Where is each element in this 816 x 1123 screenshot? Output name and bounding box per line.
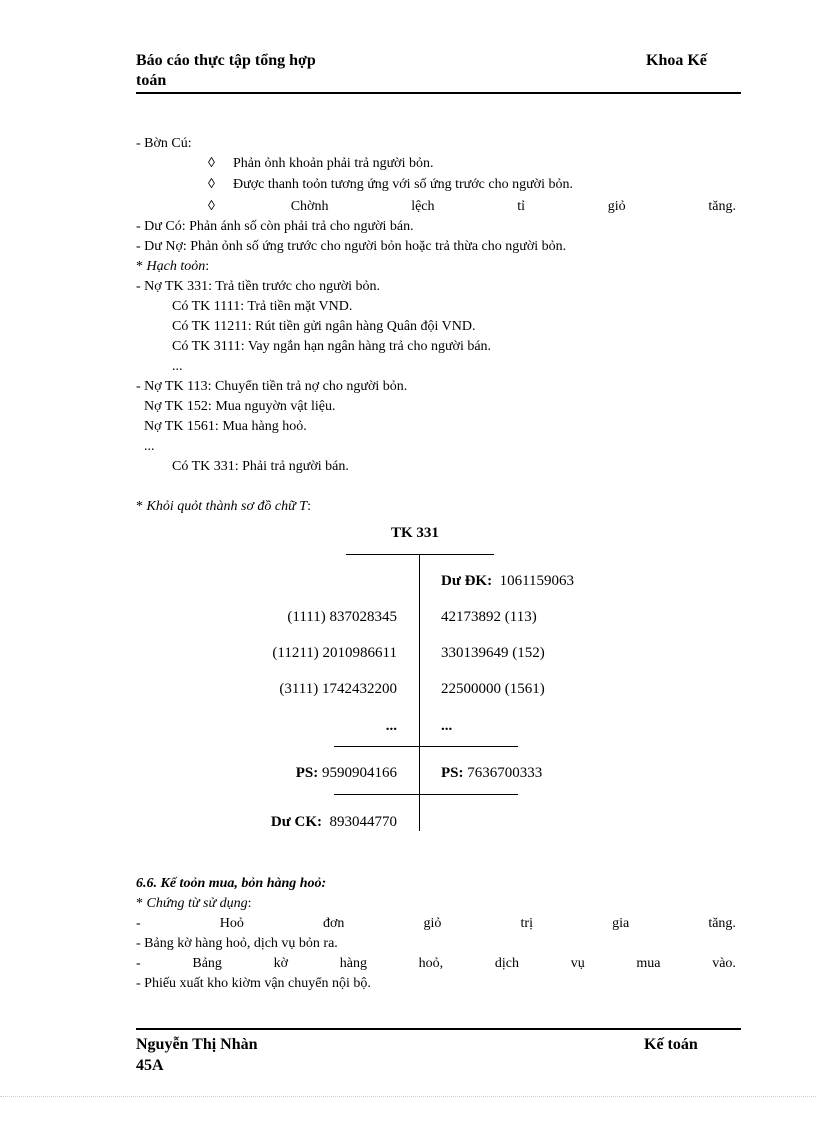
- credit-row: 22500000 (1561): [441, 681, 545, 697]
- credit-row: 330139649 (152): [441, 645, 545, 661]
- diamond-bullet-icon: ◊: [208, 156, 215, 171]
- entry-line: Nợ TK 152: Mua nguyờn vật liệu.: [144, 399, 336, 414]
- credit-total: PS: 7636700333: [441, 765, 543, 781]
- header-title-continued: toán: [136, 72, 167, 89]
- bullet-item: ◊ Phản ỏnh khoản phải trả người bỏn.: [208, 154, 433, 174]
- t-account-title: TK 331: [391, 525, 439, 541]
- debit-row: (1111) 837028345: [287, 609, 397, 625]
- entry-line: - Nợ TK 331: Trả tiền trước cho người bỏn.: [136, 279, 381, 294]
- diamond-bullet-icon: ◊: [208, 199, 215, 214]
- khai-quat-heading: * Khỏi quỏt thành sơ đồ chữ T:: [136, 499, 311, 514]
- ben-co-title: - Bờn Cú:: [136, 136, 192, 151]
- bullet-item-justified: ◊ Chờnh lệch tỉ giỏ tăng.: [208, 199, 736, 214]
- document-line: - Hoỏ đơn giỏ trị gia tăng.: [136, 916, 736, 931]
- closing-balance: Dư CK: 893044770: [270, 814, 397, 830]
- footer-class: 45A: [136, 1057, 164, 1074]
- document-line: - Bảng kờ hàng hoỏ, dịch vụ bỏn ra.: [136, 936, 338, 951]
- credit-row: ...: [441, 718, 453, 734]
- opening-balance: Dư ĐK: 1061159063: [441, 573, 575, 589]
- header-title: Báo cáo thực tập tổng hợp: [136, 52, 316, 69]
- section-heading: 6.6. Kế toỏn mua, bỏn hàng hoỏ:: [136, 876, 327, 891]
- entry-line: Có TK 331: Phải trả người bán.: [172, 459, 349, 474]
- t-account-top-rule: [346, 554, 494, 555]
- debit-row: (3111) 1742432200: [279, 681, 397, 697]
- entry-line: - Nợ TK 113: Chuyển tiền trả nợ cho người bỏn.: [136, 379, 408, 394]
- debit-total: PS: 9590904166: [295, 765, 397, 781]
- entry-line: Có TK 1111: Trả tiền mặt VND.: [172, 299, 353, 314]
- entry-line: Có TK 3111: Vay ngắn hạn ngân hàng trả cho người bán.: [172, 339, 492, 354]
- entry-line: ...: [144, 439, 155, 454]
- entry-line: Nợ TK 1561: Mua hàng hoỏ.: [144, 419, 307, 434]
- debit-row: ...: [385, 718, 397, 734]
- du-no-line: - Dư Nợ: Phản ỏnh số ứng trước cho người bỏn hoặc trả thừa cho người bỏn.: [136, 239, 567, 254]
- debit-row: (11211) 2010986611: [272, 645, 397, 661]
- footer-rule: [136, 1028, 741, 1030]
- diamond-bullet-icon: ◊: [208, 177, 215, 192]
- document-line: - Bảng kờ hàng hoỏ, dịch vụ mua vào.: [136, 956, 736, 971]
- hach-toan-heading: * Hạch toỏn:: [136, 259, 210, 274]
- du-co-line: - Dư Có: Phản ánh số còn phải trả cho người bán.: [136, 219, 414, 234]
- t-account-subtotal-rule: [334, 746, 518, 747]
- footer-department: Kế toán: [644, 1036, 698, 1053]
- t-account-divider: [419, 555, 420, 831]
- t-account-total-rule: [334, 794, 518, 795]
- header-department: Khoa Kế: [646, 52, 707, 69]
- bullet-item: ◊ Được thanh toỏn tương ứng với số ứng trước cho người bỏn.: [208, 175, 573, 195]
- document-line: - Phiếu xuất kho kiờm vận chuyển nội bộ.: [136, 976, 371, 991]
- footer-author: Nguyễn Thị Nhàn: [136, 1036, 258, 1053]
- entry-line: Có TK 11211: Rút tiền gửi ngân hàng Quân đội VND.: [172, 319, 476, 334]
- page-edge-dotted-line: [0, 1096, 816, 1097]
- entry-line: ...: [172, 359, 183, 374]
- chung-tu-heading: * Chứng từ sử dụng:: [136, 896, 252, 911]
- credit-row: 42173892 (113): [441, 609, 537, 625]
- header-rule: [136, 92, 741, 94]
